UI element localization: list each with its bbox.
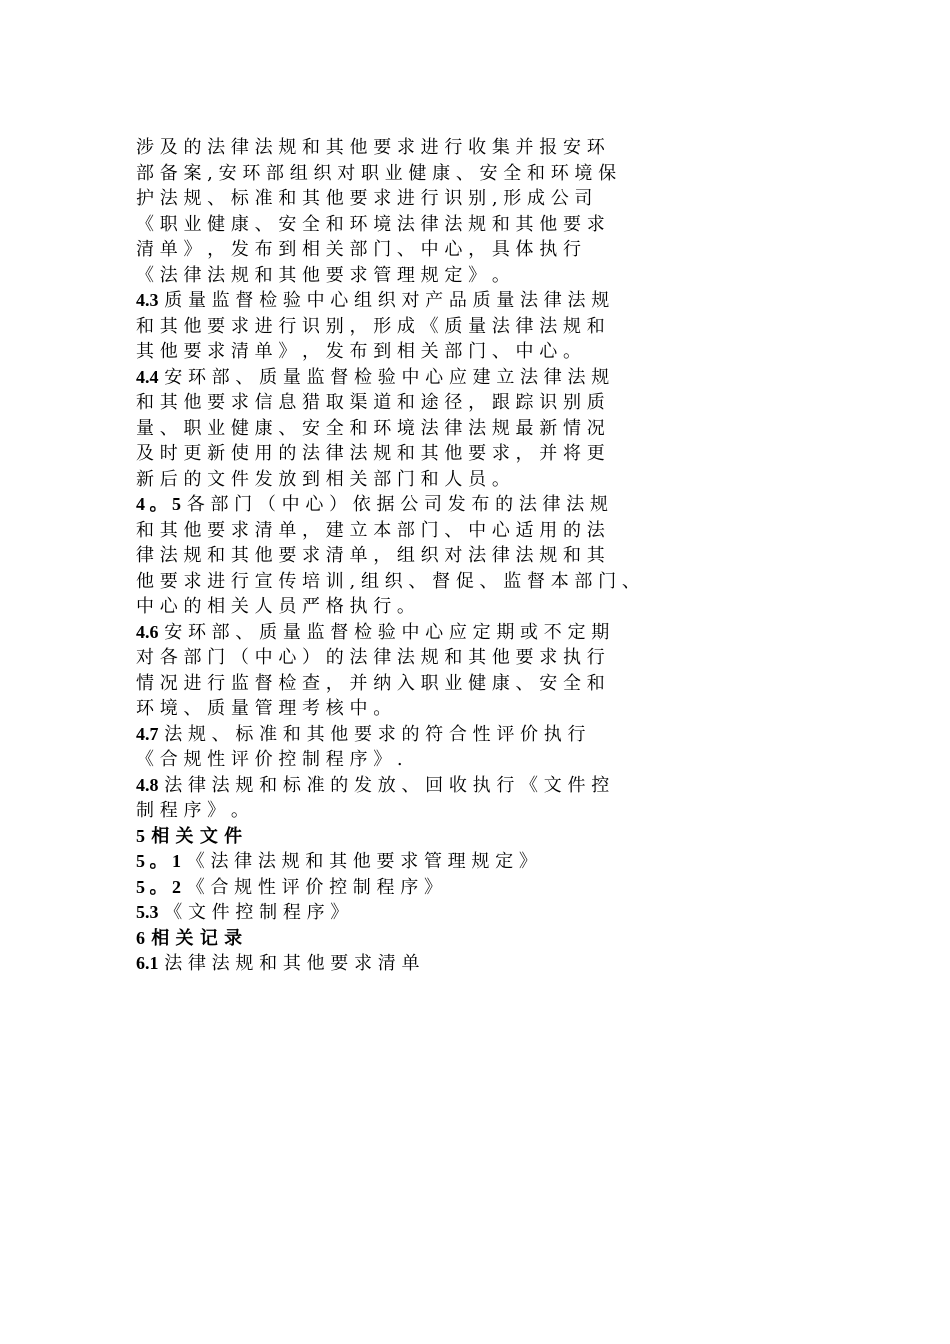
text-line [136, 696, 826, 722]
text-line [136, 339, 826, 365]
text-line [136, 620, 826, 646]
line-text: 量 、 职 业 健 康 、 安 全 和 环 境 法 律 法 规 最 新 情 况 [136, 417, 605, 439]
text-line [136, 441, 826, 467]
line-text: 《 合 规 性 评 价 控 制 程 序 》 [186, 876, 442, 898]
text-line [136, 798, 826, 824]
section-number: 5 。 2 [136, 876, 181, 897]
text-line [136, 645, 826, 671]
section-number: 4.7 [136, 723, 159, 744]
line-text: 环 境 、 质 量 管 理 考 核 中 。 [136, 698, 392, 719]
line-text: 质 量 监 督 检 验 中 心 组 织 对 产 品 质 量 法 律 法 规 [164, 290, 610, 311]
text-line [136, 518, 826, 544]
text-line [136, 543, 826, 569]
text-line [136, 773, 826, 799]
line-text: 中 心 的 相 关 人 员 严 格 执 行 。 [136, 596, 415, 617]
text-line [136, 135, 826, 161]
line-text: 《 法 律 法 规 和 其 他 要 求 管 理 规 定 》 [186, 851, 537, 872]
section-heading [136, 926, 826, 952]
text-line [136, 951, 826, 977]
text-line [136, 263, 826, 289]
text-line [136, 900, 826, 926]
line-text: 新 后 的 文 件 发 放 到 相 关 部 门 和 人 员 。 [136, 468, 510, 490]
heading-text: 相 关 文 件 [151, 825, 243, 847]
line-text: 《 合 规 性 评 价 控 制 程 序 》 . [136, 749, 403, 770]
section-number: 6 [136, 927, 145, 948]
line-text: 和 其 他 要 求 信 息 猎 取 渠 道 和 途 径 ， 跟 踪 识 别 质 [136, 392, 605, 413]
text-line [136, 288, 826, 314]
line-text: 他 要 求 进 行 宣 传 培 训 , 组 织 、 督 促 、 监 督 本 部 门 、 [136, 570, 640, 592]
line-text: 情 况 进 行 监 督 检 查 ， 并 纳 入 职 业 健 康 、 安 全 和 [136, 672, 605, 694]
line-text: 对 各 部 门 （ 中 心 ） 的 法 律 法 规 和 其 他 要 求 执 行 [136, 647, 605, 668]
text-line [136, 569, 826, 595]
text-line [136, 416, 826, 442]
line-text: 部 备 案 , 安 环 部 组 织 对 职 业 健 康 、 安 全 和 环 境 保 [136, 162, 617, 184]
section-number: 4.8 [136, 774, 159, 795]
line-text: 安 环 部 、 质 量 监 督 检 验 中 心 应 定 期 或 不 定 期 [164, 621, 610, 643]
line-text: 《 文 件 控 制 程 序 》 [164, 902, 349, 923]
line-text: 和 其 他 要 求 进 行 识 别 ， 形 成 《 质 量 法 律 法 规 和 [136, 315, 605, 337]
text-line [136, 849, 826, 875]
line-text: 涉 及 的 法 律 法 规 和 其 他 要 求 进 行 收 集 并 报 安 环 [136, 137, 605, 158]
text-line [136, 186, 826, 212]
section-heading [136, 824, 826, 850]
heading-text: 相 关 记 录 [151, 927, 243, 949]
text-line [136, 875, 826, 901]
line-text: 律 法 规 和 其 他 要 求 清 单 ， 组 织 对 法 律 法 规 和 其 [136, 545, 605, 566]
text-line [136, 671, 826, 697]
text-line [136, 390, 826, 416]
line-text: 《 法 律 法 规 和 其 他 要 求 管 理 规 定 》 。 [136, 264, 510, 286]
text-line [136, 237, 826, 263]
section-number: 6.1 [136, 953, 159, 973]
text-line [136, 747, 826, 773]
line-text: 护 法 规 、 标 准 和 其 他 要 求 进 行 识 别 , 形 成 公 司 [136, 188, 593, 209]
text-line [136, 365, 826, 391]
section-number: 5.3 [136, 902, 159, 922]
section-number: 4.3 [136, 290, 159, 310]
text-line [136, 212, 826, 238]
section-number: 4.6 [136, 621, 159, 642]
section-number: 5 [136, 825, 145, 846]
line-text: 法 规 、 标 准 和 其 他 要 求 的 符 合 性 评 价 执 行 [164, 723, 586, 745]
line-text: 各 部 门 （ 中 心 ） 依 据 公 司 发 布 的 法 律 法 规 [186, 494, 609, 515]
section-number: 4 。 5 [136, 494, 181, 514]
document-body [136, 135, 826, 977]
line-text: 清 单 》 ， 发 布 到 相 关 部 门 、 中 心 ， 具 体 执 行 [136, 239, 581, 260]
text-line [136, 594, 826, 620]
line-text: 其 他 要 求 清 单 》 ， 发 布 到 相 关 部 门 、 中 心 。 [136, 341, 581, 362]
text-line [136, 722, 826, 748]
line-text: 《 职 业 健 康 、 安 全 和 环 境 法 律 法 规 和 其 他 要 求 [136, 213, 605, 235]
line-text: 和 其 他 要 求 清 单 ， 建 立 本 部 门 、 中 心 适 用 的 法 [136, 519, 605, 541]
line-text: 制 程 序 》 。 [136, 800, 249, 821]
text-line [136, 161, 826, 187]
line-text: 及 时 更 新 使 用 的 法 律 法 规 和 其 他 要 求 ， 并 将 更 [136, 443, 605, 464]
text-line [136, 314, 826, 340]
line-text: 法 律 法 规 和 其 他 要 求 清 单 [164, 953, 420, 974]
line-text: 安 环 部 、 质 量 监 督 检 验 中 心 应 建 立 法 律 法 规 [164, 366, 610, 388]
line-text: 法 律 法 规 和 标 准 的 发 放 、 回 收 执 行 《 文 件 控 [164, 774, 610, 796]
section-number: 4.4 [136, 366, 159, 387]
section-number: 5 。 1 [136, 851, 181, 871]
text-line [136, 467, 826, 493]
text-line [136, 492, 826, 518]
